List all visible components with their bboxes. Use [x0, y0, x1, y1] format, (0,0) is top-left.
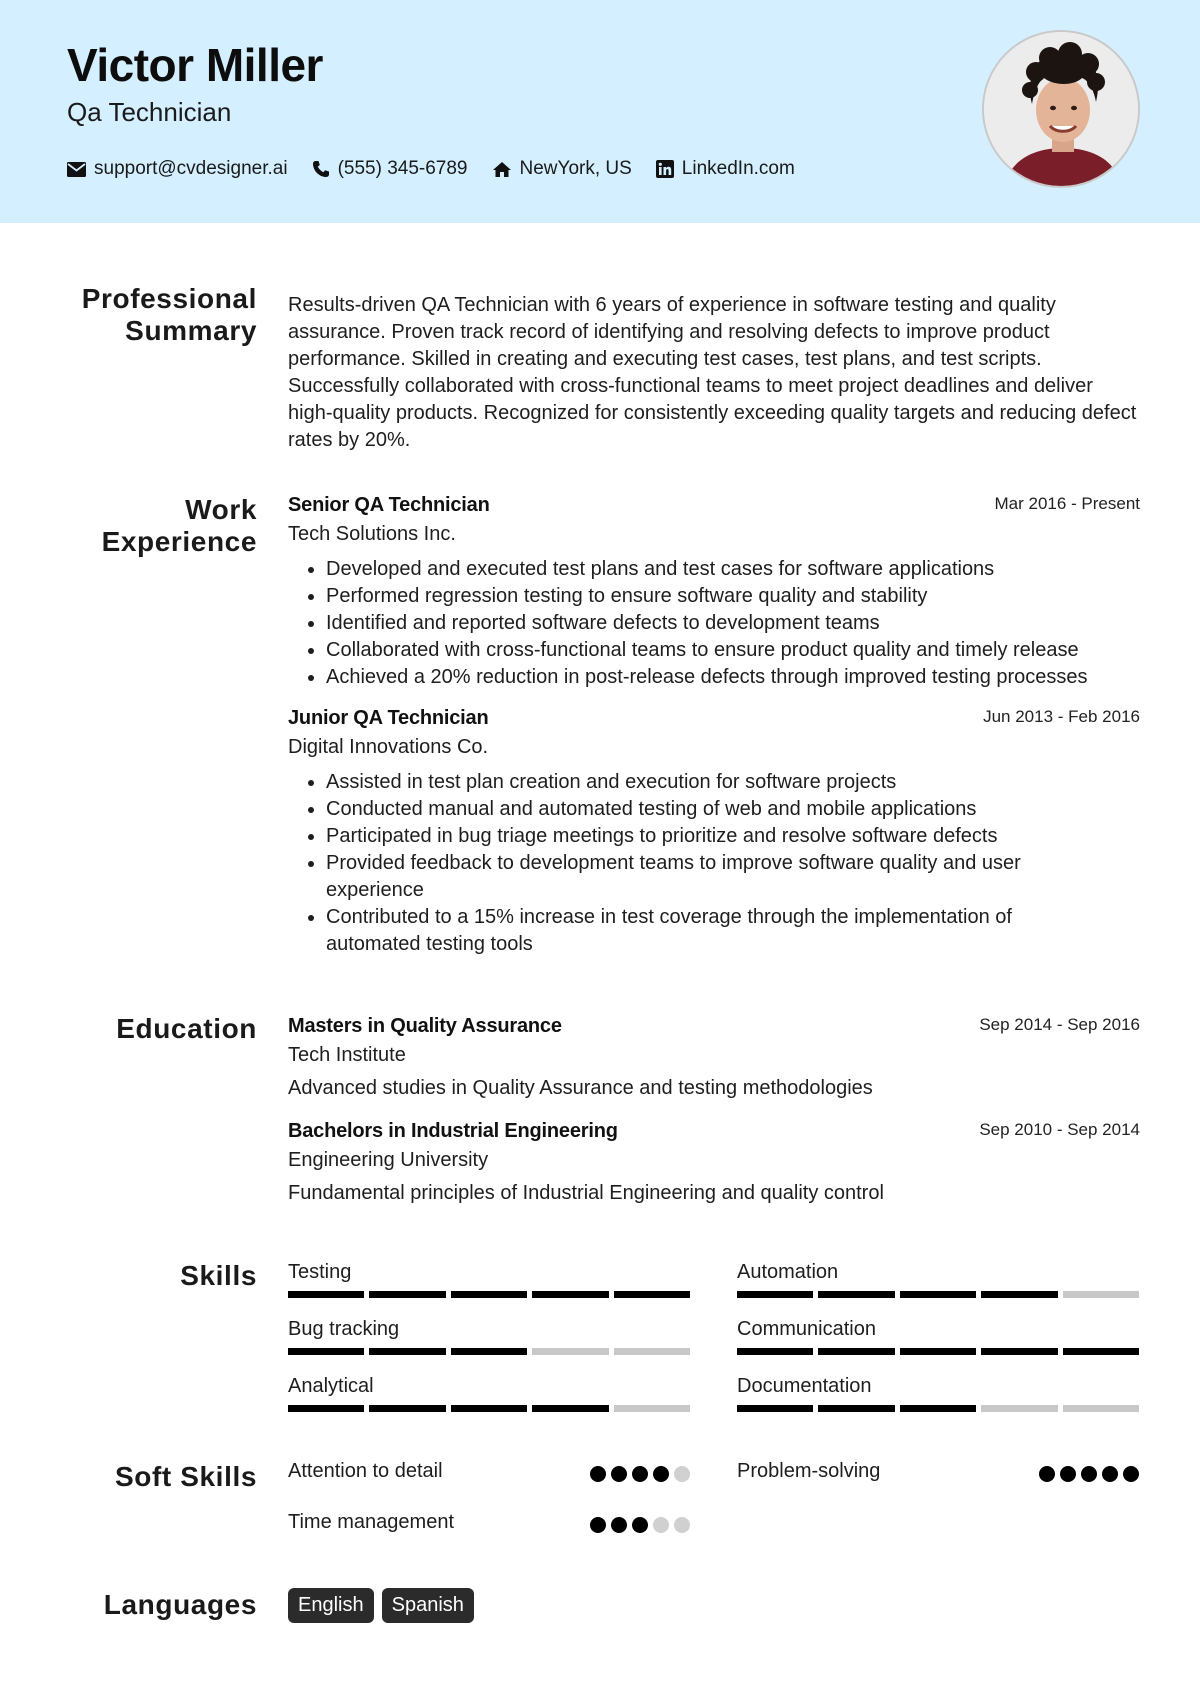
skill-level-segment [981, 1405, 1057, 1412]
skill-level-segment [532, 1405, 608, 1412]
job-title: Junior QA Technician [288, 707, 489, 729]
skill-level-segment [369, 1348, 445, 1355]
linkedin-text: LinkedIn.com [681, 158, 795, 179]
section-title-line: Work [185, 494, 257, 525]
skill-item [737, 1318, 1139, 1355]
soft-skill-label: Problem-solving [737, 1460, 881, 1482]
section-title-line: Soft Skills [115, 1461, 257, 1492]
soft-skill-rating [590, 1517, 690, 1533]
rating-dot [632, 1517, 648, 1533]
rating-dot [1039, 1466, 1055, 1482]
skill-label: Analytical [288, 1375, 374, 1397]
rating-dot [674, 1466, 690, 1482]
skill-level-segment [1063, 1291, 1139, 1298]
skill-level-segment [614, 1291, 690, 1298]
skill-level-segment [900, 1348, 976, 1355]
skill-level-segment [532, 1348, 608, 1355]
skill-level-segment [737, 1291, 813, 1298]
section-title-line: Skills [180, 1260, 257, 1291]
envelope-icon [67, 162, 86, 177]
job-dates: Mar 2016 - Present [994, 494, 1140, 513]
phone-text: (555) 345-6789 [337, 158, 468, 179]
candidate-name: Victor Miller [67, 39, 323, 91]
location-text: NewYork, US [519, 158, 632, 179]
language-tag: English [288, 1588, 374, 1623]
skill-item [288, 1261, 690, 1298]
skill-level-segment [288, 1291, 364, 1298]
skill-level-segment [532, 1291, 608, 1298]
languages-list [288, 1588, 1140, 1623]
skill-level-segment [614, 1348, 690, 1355]
skill-item [288, 1375, 690, 1412]
section-title-summary [82, 283, 257, 347]
list-item: • Identified and reported software defects to development teams [326, 610, 1140, 637]
section-title-skills [180, 1260, 257, 1292]
education-description: Advanced studies in Quality Assurance and testing methodologies [288, 1077, 873, 1099]
list-item: • Achieved a 20% reduction in post-release defects through improved testing processes [326, 664, 1140, 691]
skill-level-segment [451, 1405, 527, 1412]
linkedin-icon [656, 160, 674, 178]
rating-dot [590, 1517, 606, 1533]
section-title-soft-skills [115, 1461, 257, 1493]
soft-skill-item [288, 1511, 690, 1541]
skill-level-segment [451, 1291, 527, 1298]
rating-dot [674, 1517, 690, 1533]
skill-level-segment [737, 1348, 813, 1355]
home-icon [492, 161, 512, 178]
skill-level-bar [288, 1348, 690, 1355]
list-item: • Collaborated with cross-functional teams to ensure product quality and timely release [326, 637, 1140, 664]
skill-level-segment [737, 1405, 813, 1412]
skill-item [288, 1318, 690, 1355]
section-title-line: Experience [101, 526, 257, 557]
section-title-languages [104, 1589, 257, 1621]
education-dates: Sep 2010 - Sep 2014 [979, 1120, 1140, 1139]
contact-phone[interactable] [312, 158, 468, 180]
skill-label: Testing [288, 1261, 352, 1283]
work-entry [288, 494, 1140, 691]
section-title-work [102, 494, 257, 558]
skill-level-segment [369, 1291, 445, 1298]
skill-level-segment [818, 1348, 894, 1355]
rating-dot [611, 1466, 627, 1482]
education-entry [288, 1015, 1140, 1100]
company-name: Tech Solutions Inc. [288, 523, 456, 545]
skill-label: Automation [737, 1261, 839, 1283]
list-item: • Provided feedback to development teams to improve software quality and user experience [326, 850, 1086, 904]
work-entry [288, 707, 1140, 958]
degree-title: Bachelors in Industrial Engineering [288, 1120, 618, 1142]
skill-level-bar [737, 1405, 1139, 1412]
skill-label: Bug tracking [288, 1318, 400, 1340]
list-item: • Participated in bug triage meetings to prioritize and resolve software defects [326, 823, 1086, 850]
education-entry [288, 1120, 1140, 1205]
soft-skill-item [288, 1460, 690, 1490]
soft-skill-rating [590, 1466, 690, 1482]
section-title-education [116, 1013, 257, 1045]
school-name: Tech Institute [288, 1044, 406, 1066]
job-title: Senior QA Technician [288, 494, 490, 516]
skill-level-segment [981, 1348, 1057, 1355]
skill-level-segment [1063, 1405, 1139, 1412]
soft-skill-label: Time management [288, 1511, 454, 1533]
skill-level-segment [288, 1405, 364, 1412]
contact-location[interactable] [492, 158, 632, 180]
soft-skill-item [737, 1460, 1139, 1490]
candidate-title: Qa Technician [67, 97, 232, 127]
avatar-portrait-icon [984, 32, 1140, 188]
skill-level-bar [737, 1291, 1139, 1298]
section-title-line: Summary [125, 315, 257, 346]
resume-header [0, 0, 1200, 223]
profile-photo [982, 30, 1140, 188]
rating-dot [1060, 1466, 1076, 1482]
education-description: Fundamental principles of Industrial Engineering and quality control [288, 1182, 884, 1204]
skill-label: Communication [737, 1318, 876, 1340]
education-dates: Sep 2014 - Sep 2016 [979, 1015, 1140, 1034]
skill-level-segment [981, 1291, 1057, 1298]
skill-level-segment [900, 1405, 976, 1412]
skill-level-segment [288, 1348, 364, 1355]
soft-skill-rating [1039, 1466, 1139, 1482]
rating-dot [1123, 1466, 1139, 1482]
job-bullets [326, 769, 1086, 958]
job-dates: Jun 2013 - Feb 2016 [983, 707, 1140, 726]
contact-linkedin[interactable] [656, 158, 795, 180]
section-title-line: Languages [103, 1589, 257, 1620]
skill-item [737, 1375, 1139, 1412]
list-item: • Assisted in test plan creation and execution for software projects [326, 769, 1086, 796]
list-item: • Conducted manual and automated testing of web and mobile applications [326, 796, 1086, 823]
list-item: • Contributed to a 15% increase in test coverage through the implementation of automated testing tools [326, 904, 1086, 958]
degree-title: Masters in Quality Assurance [288, 1015, 562, 1037]
summary-text: Results-driven QA Technician with 6 years of experience in software testing and quality assurance. Proven track record of identifying and resolving defects to improve product performance. Skilled in creating and executing test cases, test plans, and test scripts. Successfully collaborated with cross-functional teams to meet project deadlines and deliver high-quality products. Recognized for consistently exceeding quality targets and reducing defect rates by 20%. [288, 294, 1137, 451]
skill-level-bar [288, 1405, 690, 1412]
skill-level-segment [818, 1291, 894, 1298]
section-title-line: Education [116, 1013, 257, 1044]
skill-level-segment [614, 1405, 690, 1412]
rating-dot [653, 1466, 669, 1482]
list-item: • Performed regression testing to ensure software quality and stability [326, 583, 1140, 610]
email-text: support@cvdesigner.ai [94, 158, 288, 179]
phone-icon [312, 160, 330, 178]
rating-dot [1102, 1466, 1118, 1482]
skill-level-bar [288, 1291, 690, 1298]
rating-dot [1081, 1466, 1097, 1482]
skill-label: Documentation [737, 1375, 872, 1397]
rating-dot [590, 1466, 606, 1482]
skill-level-segment [900, 1291, 976, 1298]
contact-email[interactable] [67, 158, 288, 180]
rating-dot [611, 1517, 627, 1533]
rating-dot [632, 1466, 648, 1482]
skill-level-segment [451, 1348, 527, 1355]
company-name: Digital Innovations Co. [288, 736, 489, 758]
rating-dot [653, 1517, 669, 1533]
soft-skill-label: Attention to detail [288, 1460, 443, 1482]
language-tag: Spanish [382, 1588, 474, 1623]
contact-bar [67, 158, 819, 180]
skill-level-segment [369, 1405, 445, 1412]
skill-level-bar [737, 1348, 1139, 1355]
skill-level-segment [1063, 1348, 1139, 1355]
section-title-line: Professional [81, 283, 257, 314]
skill-item [737, 1261, 1139, 1298]
skill-level-segment [818, 1405, 894, 1412]
job-bullets [326, 556, 1140, 691]
school-name: Engineering University [288, 1149, 489, 1171]
list-item: • Developed and executed test plans and test cases for software applications [326, 556, 1140, 583]
